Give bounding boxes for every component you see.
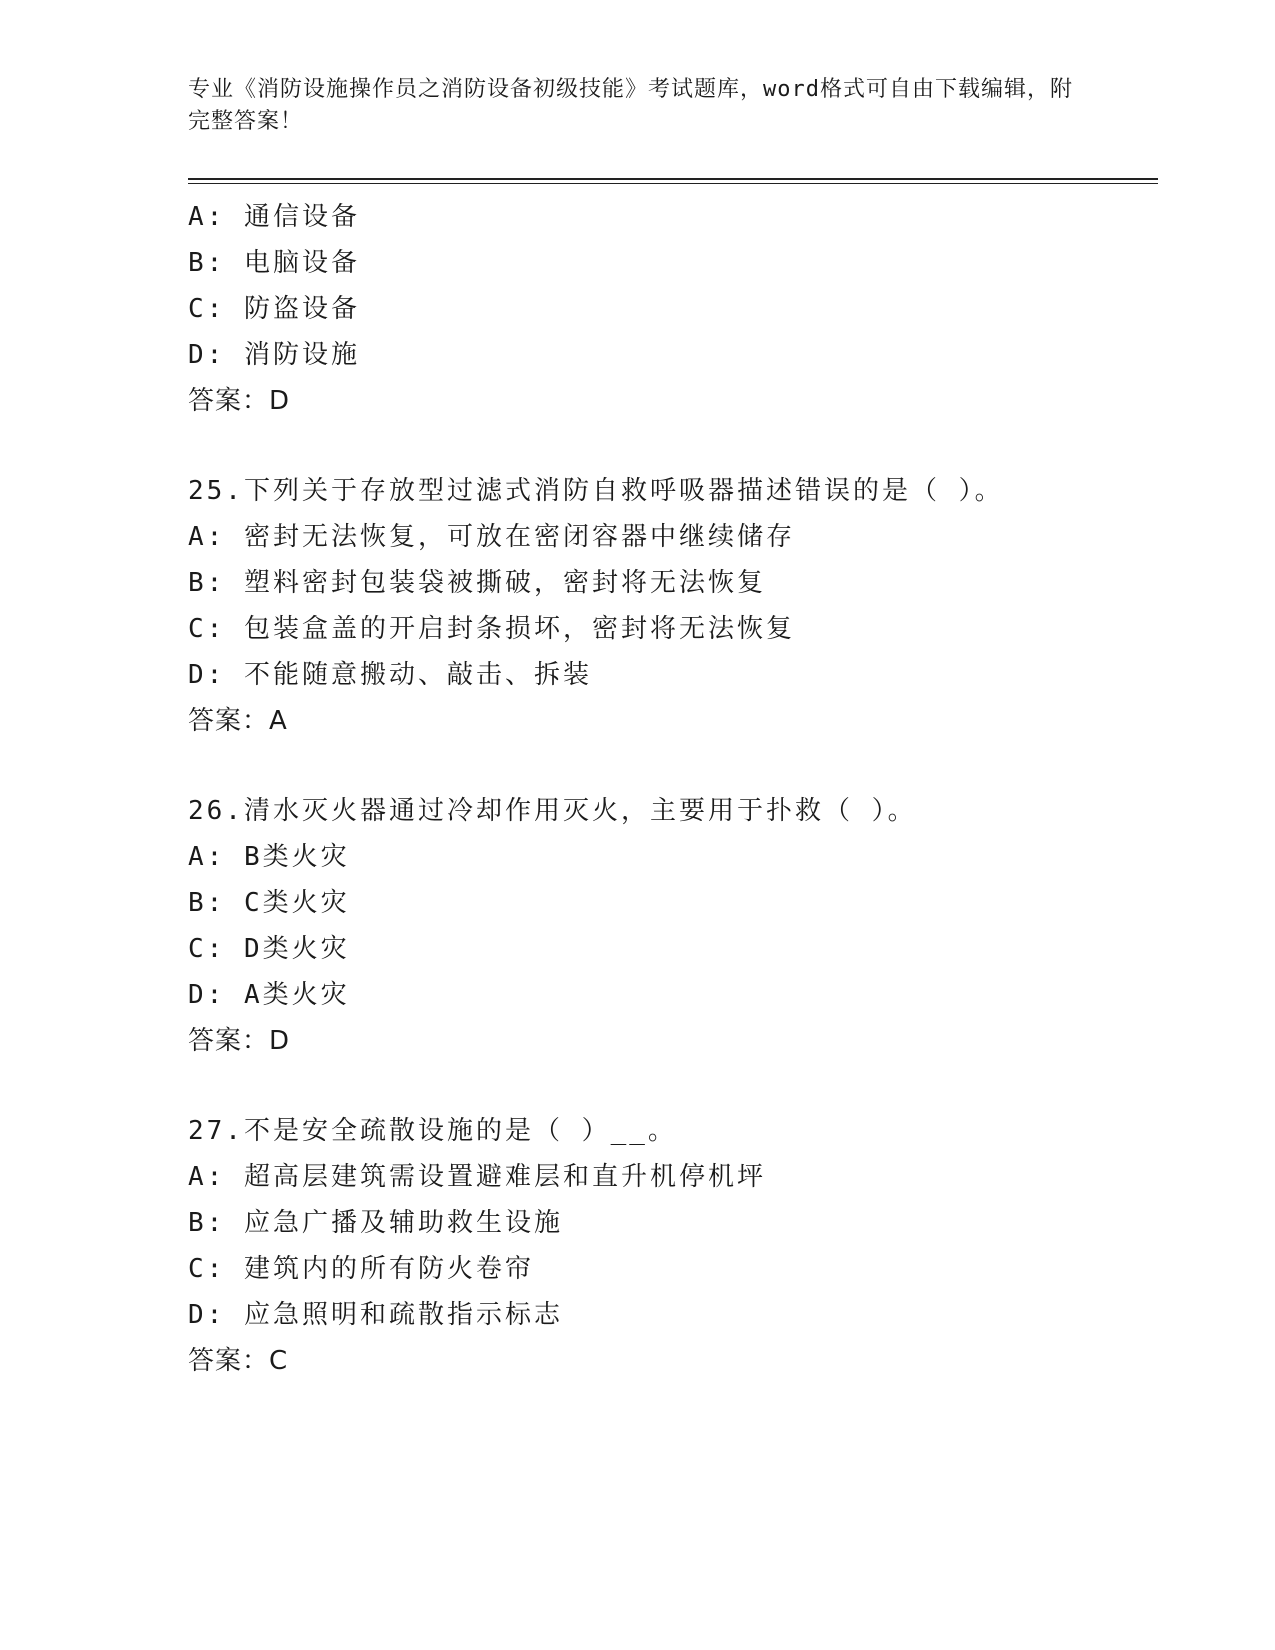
- header-divider-thin: [188, 183, 1158, 184]
- answer: 答案：D: [188, 1026, 291, 1056]
- option-c: C: 建筑内的所有防火卷帘: [188, 1254, 534, 1284]
- option-c: C: 防盗设备: [188, 294, 360, 324]
- option-c: C: D类火灾: [188, 934, 350, 964]
- option-b: B: 应急广播及辅助救生设施: [188, 1208, 563, 1238]
- answer: 答案：D: [188, 386, 291, 416]
- option-d: D: 应急照明和疏散指示标志: [188, 1300, 563, 1330]
- option-a: A: 超高层建筑需设置避难层和直升机停机坪: [188, 1162, 766, 1192]
- option-c: C: 包装盒盖的开启封条损坏，密封将无法恢复: [188, 614, 795, 644]
- question-block: [188, 1108, 1158, 1384]
- option-b: B: 塑料密封包装袋被撕破，密封将无法恢复: [188, 568, 766, 598]
- option-b: B: C类火灾: [188, 888, 350, 918]
- option-b: B: 电脑设备: [188, 248, 360, 278]
- question-list: [188, 194, 1158, 1384]
- question-block: [188, 788, 1158, 1064]
- option-a: A: 密封无法恢复，可放在密闭容器中继续储存: [188, 522, 795, 552]
- option-d: D: A类火灾: [188, 980, 350, 1010]
- question-text: 27.不是安全疏散设施的是（ ）__。: [188, 1116, 677, 1146]
- question-text: 26.清水灭火器通过冷却作用灭火，主要用于扑救（ ）。: [188, 796, 917, 826]
- header-divider: [188, 178, 1158, 180]
- option-d: D: 消防设施: [188, 340, 360, 370]
- document-header: 专业《消防设施操作员之消防设备初级技能》考试题库，word格式可自由下载编辑，附完整答案！: [188, 77, 1073, 134]
- answer: 答案：C: [188, 1346, 289, 1376]
- option-d: D: 不能随意搬动、敲击、拆装: [188, 660, 592, 690]
- question-text: 25.下列关于存放型过滤式消防自救呼吸器描述错误的是（ ）。: [188, 476, 1004, 506]
- question-block: [188, 194, 1158, 424]
- option-a: A: 通信设备: [188, 202, 360, 232]
- answer: 答案：A: [188, 706, 288, 736]
- question-block: [188, 468, 1158, 744]
- option-a: A: B类火灾: [188, 842, 350, 872]
